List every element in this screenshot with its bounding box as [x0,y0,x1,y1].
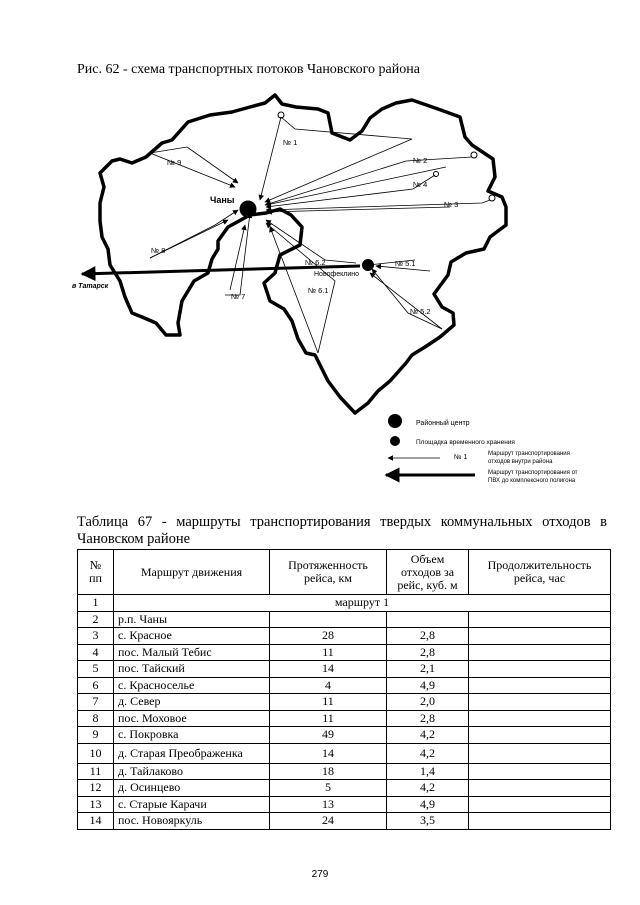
cell-duration [469,611,611,628]
cell-duration [469,661,611,678]
cell-volume: 2,8 [387,644,469,661]
header-duration: Продолжительность рейса, час [469,550,611,595]
cell-volume: 2,8 [387,710,469,727]
cell-num: 12 [78,780,114,797]
page-number: 279 [311,869,329,880]
district-center-chany [240,201,257,218]
legend-outer-route-1: Маршрут транспортирования от [488,470,578,476]
cell-num: 14 [78,813,114,830]
table-row [78,628,611,645]
route-label-3: № 3 [444,200,459,209]
cell-num: 4 [78,644,114,661]
table-row [78,743,611,763]
legend-outer-route-2: ПВХ до комплексного полигона [488,478,576,484]
table-group-row [78,595,611,612]
label-novofeklino: Новофеклино [314,271,360,278]
cell-route: с. Красноселье [114,677,270,694]
cell-num: 10 [78,743,114,763]
label-chany: Чаны [210,195,235,205]
cell-volume: 4,2 [387,727,469,744]
map-legend [386,414,578,484]
group-row-label: маршрут 1 [114,595,611,612]
route-label-52: № 5.2 [410,307,431,316]
cell-route: с. Старые Карачи [114,796,270,813]
transport-flow-map [70,85,610,500]
inner-routes [150,117,490,353]
cell-num: 9 [78,727,114,744]
cell-length: 18 [270,763,387,780]
header-route: Маршрут движения [114,550,270,595]
cell-duration [469,677,611,694]
cell-num: 11 [78,763,114,780]
legend-route-num: № 1 [454,454,468,461]
legend-storage-marker [390,436,400,446]
cell-volume: 2,0 [387,694,469,711]
route-label-7: № 7 [231,292,246,301]
cell-volume: 2,8 [387,628,469,645]
cell-length: 14 [270,661,387,678]
table-row [78,611,611,628]
routes-table [77,549,611,830]
cell-route: р.п. Чаны [114,611,270,628]
cell-length: 11 [270,710,387,727]
route-label-4: № 4 [413,180,428,189]
cell-duration [469,710,611,727]
cell-volume: 4,2 [387,743,469,763]
cell-length: 5 [270,780,387,797]
cell-route: пос. Малый Тебис [114,644,270,661]
cell-duration [469,743,611,763]
cell-num: 8 [78,710,114,727]
cell-volume: 4,2 [387,780,469,797]
cell-length: 14 [270,743,387,763]
cell-route: д. Тайлаково [114,763,270,780]
cell-length: 13 [270,796,387,813]
cell-route: д. Осинцево [114,780,270,797]
table-row [78,694,611,711]
cell-duration [469,727,611,744]
header-volume: Объем отходов за рейс, куб. м [387,550,469,595]
label-tatarsk: в Татарск [72,283,109,290]
cell-num: 2 [78,611,114,628]
cell-length: 28 [270,628,387,645]
cell-duration [469,644,611,661]
table-row [78,710,611,727]
cell-volume: 4,9 [387,796,469,813]
cell-route: с. Покровка [114,727,270,744]
table-row [78,661,611,678]
legend-district-center-marker [388,414,402,428]
cell-duration [469,780,611,797]
table-caption: Таблица 67 - маршруты транспортирования твердых коммунальных отходов в Чановском районе [77,514,607,547]
table-row [78,727,611,744]
route-label-1: № 1 [283,138,298,147]
cell-num: 3 [78,628,114,645]
cell-length: 49 [270,727,387,744]
table-row [78,813,611,830]
cell-num: 13 [78,796,114,813]
cell-volume: 1,4 [387,763,469,780]
cell-volume: 3,5 [387,813,469,830]
route-label-8: № 8 [151,246,166,255]
legend-district-center: Районный центр [416,420,470,427]
cell-duration [469,813,611,830]
cell-length: 11 [270,644,387,661]
cell-duration [469,763,611,780]
cell-num: 5 [78,661,114,678]
legend-temp-storage: Площадка временного хранения [416,439,515,446]
route-label-9: № 9 [167,158,182,167]
header-length: Протяженность рейса, км [270,550,387,595]
cell-volume: 4,9 [387,677,469,694]
cell-volume: 2,1 [387,661,469,678]
table-row [78,796,611,813]
legend-inner-route-1: Маршрут транспортирования [488,451,570,457]
cell-length: 4 [270,677,387,694]
cell-duration [469,796,611,813]
route-label-62: № 6.2 [305,258,326,267]
cell-num: 6 [78,677,114,694]
storage-site-novofeklino [362,259,374,271]
cell-route: д. Север [114,694,270,711]
cell-length: 11 [270,694,387,711]
table-row [78,763,611,780]
table-body [78,595,611,830]
header-num: № пп [78,550,114,595]
cell-num: 7 [78,694,114,711]
figure-caption: Рис. 62 - схема транспортных потоков Чановского района [77,62,420,77]
cell-length: 24 [270,813,387,830]
table-row [78,780,611,797]
cell-duration [469,628,611,645]
cell-route: д. Старая Преображенка [114,743,270,763]
route-label-51: № 5.1 [395,259,416,268]
cell-route: пос. Новояркуль [114,813,270,830]
cell-route: с. Красное [114,628,270,645]
cell-length [270,611,387,628]
legend-inner-route-2: отходов внутри района [488,459,553,465]
route-label-2: № 2 [413,156,428,165]
cell-route: пос. Тайский [114,661,270,678]
table-row [78,644,611,661]
group-row-num: 1 [78,595,114,612]
table-row [78,677,611,694]
cell-volume [387,611,469,628]
table-header-row [78,550,611,595]
cell-duration [469,694,611,711]
cell-route: пос. Моховое [114,710,270,727]
route-label-61: № 6.1 [308,286,329,295]
